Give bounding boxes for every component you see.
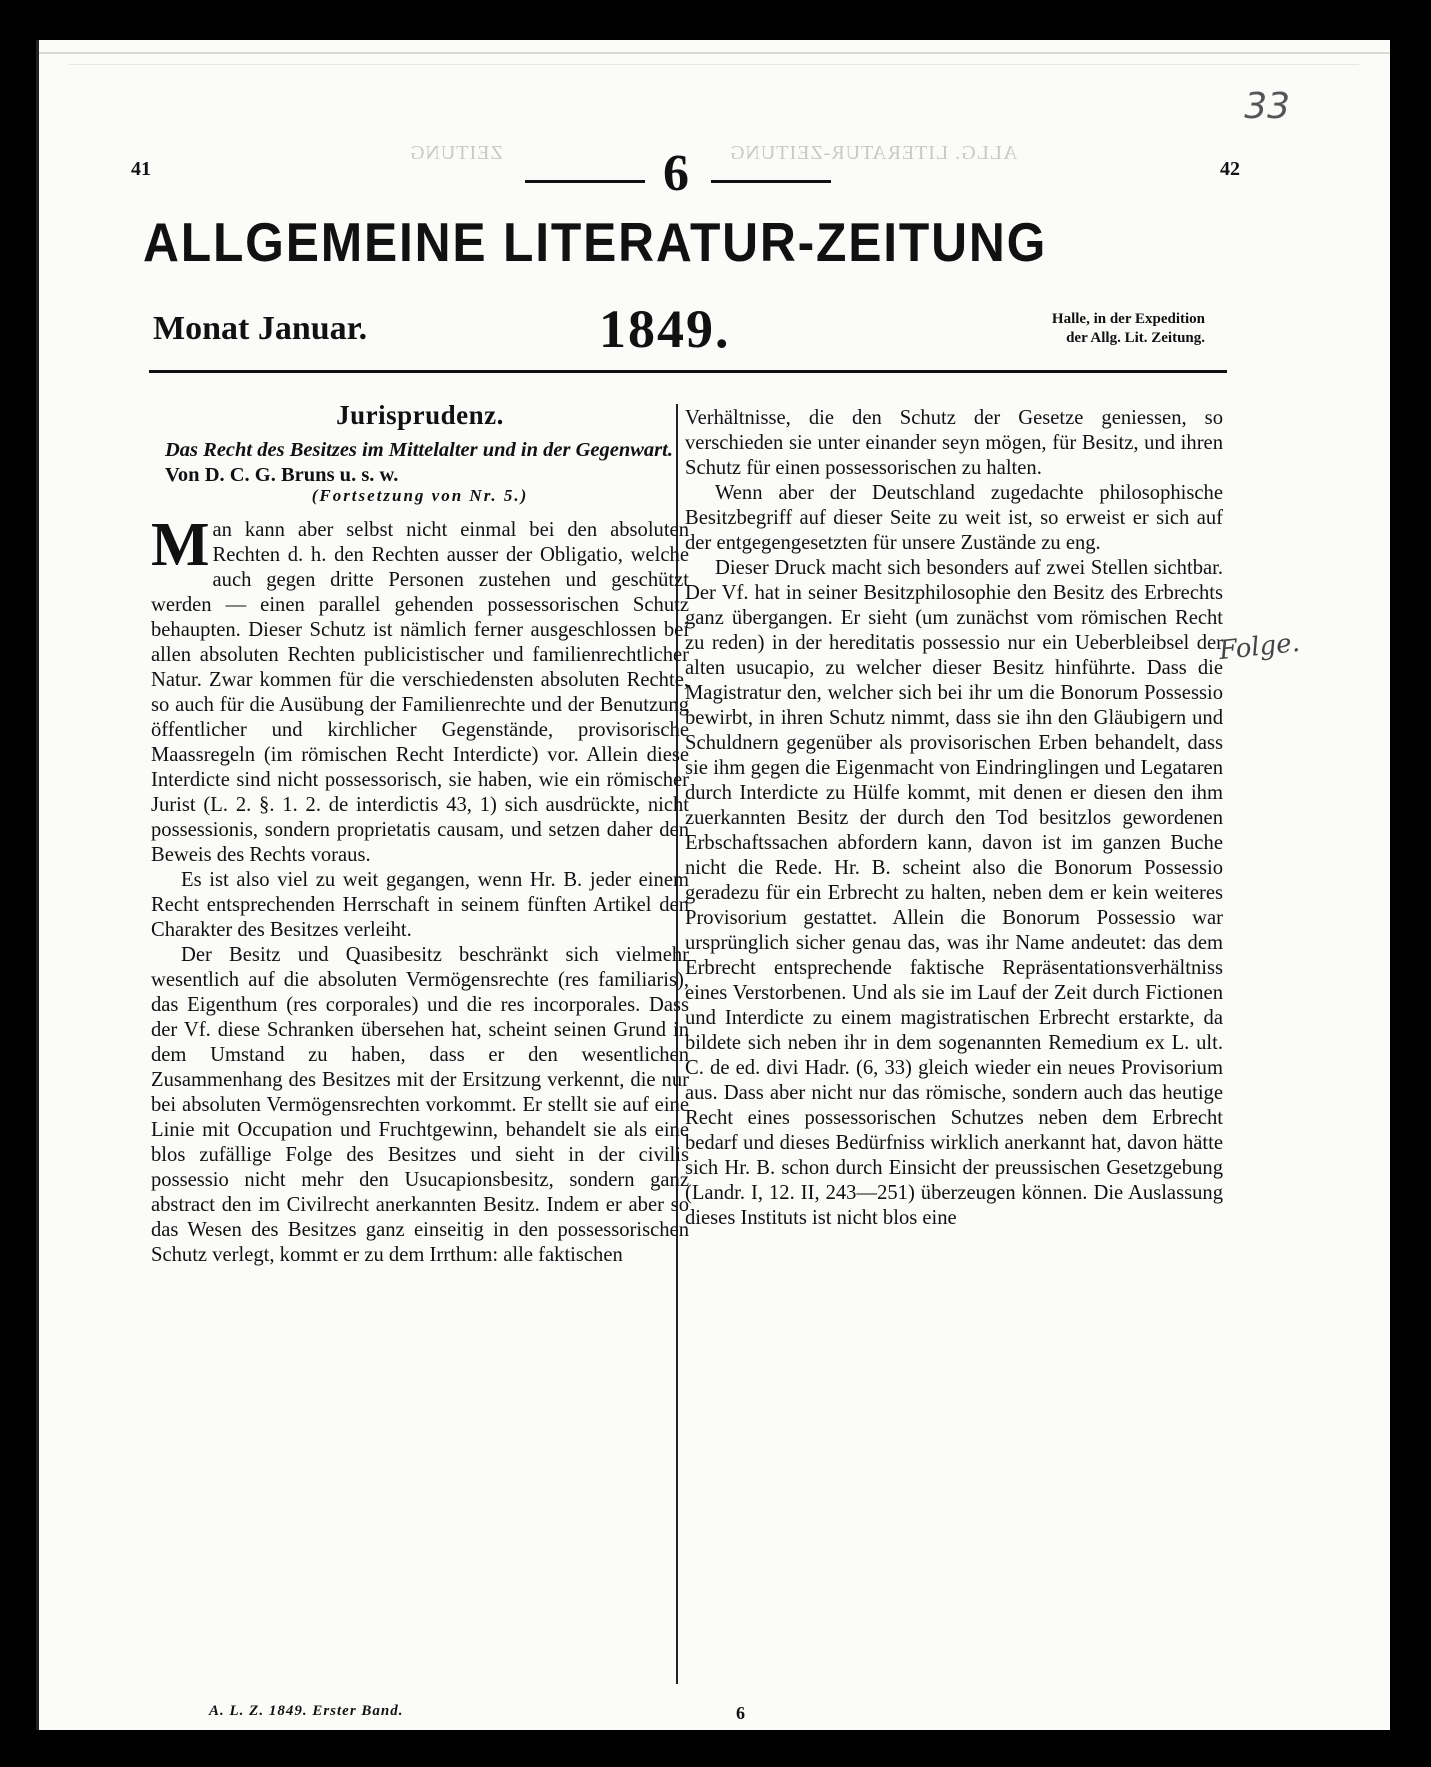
page-fold (39, 52, 1390, 54)
paragraph: Dieser Druck macht sich besonders auf zwei Stellen sichtbar. Der Vf. hat in seiner Besitzphilosophie den Besitz des Erbrechts ganz übergangen. Er sieht (um zunächst vom römischen Recht zu reden) in der hereditatis possessio nur ein Ueberbleibsel der alten usucapio, zu welcher dieser Besitz hinführte. Dass die Magistratur den, welcher sich bei ihr um die Bonorum Possessio bewirbt, in ihren Schutz nimmt, dass sie ihn den Gläubigern und Schuldnern gegenüber als provisorischen Erben behandelt, dass sie ihm gegen die Eigenmacht von Eindringlingen und Legataren durch Interdicte zu Hülfe kommt, mit denen er diesen den ihm zuerkannten Besitz der durch den Tod besitzlos gewordenen Erbschaftssachen abfordern kann, davon ist im ganzen Buche nicht die Rede. Hr. B. scheint also die Bonorum Possessio geradezu für ein Erbrecht zu halten, neben dem er kein weiteres Provisorium gestattet. Allein die Bonorum Possessio war ursprünglich sicher genau das, was ihr Name andeutet: das dem Erbrecht entsprechende faktische Repräsentationsverhältniss eines Verstorbenen. Und als sie im Lauf der Zeit durch Fictionen und Interdicte zu einem magistratischen Erbrecht erstarkte, da bildete sich neben ihr in dem sogenannten Remedium ex L. ult. C. de ed. divi Hadr. (6, 33) gleich wieder ein neues Provisorium aus. Dass aber nicht nur das römische, sondern auch das heutige Recht eines possessorischen Schutzes neben dem Erbrecht bedarf und dieses Bedürfniss wirklich anerkannt hat, davon hätte sich Hr. B. schon durch Einsicht der preussischen Gesetzgebung (Landr. I, 12. II, 243—251) überzeugen können. Die Auslassung dieses Instituts ist nicht blos eine (685, 557, 1223, 1229)
book-title-italic: Das Recht des Besitzes im Mittelalter und in der Gegenwart. (165, 439, 673, 461)
paragraph: Der Besitz und Quasibesitz beschränkt sich vielmehr wesentlich auf die absoluten Vermögensrechte (res familiaris), das Eigenthum (res corporales) und die res incorporales. Dass der Vf. diese Schranken übersehen hat, scheint seinen Grund in dem Umstand zu haben, dass er den wesentlichen Zusammenhang des Besitzes mit der Ersitzung verkennt, die nur bei absoluten Vermögensrechten vorkommt. Er stellt sie auf eine Linie mit Occupation und Fruchtgewinn, behandelt sie als eine blos zufällige Folge des Besitzes und sieht in der civilis possessio nicht mehr den Usucapionsbesitz, sondern ganz abstract den im Civilrecht anerkannten Besitz. Indem er aber so das Wesen des Besitzes ganz einseitig in den possessorischen Schutz verlegt, kommt er zu dem Irrthum: alle faktischen (151, 944, 689, 1266)
issue-rule-left (525, 180, 645, 183)
handwritten-margin-note: Folge. (1217, 627, 1302, 667)
issue-rule-right (711, 180, 831, 183)
bleed-through-text: ZEITUNG (409, 142, 503, 164)
bleed-through-text: ALLG. LITERATUR-ZEITUNG (729, 142, 1018, 164)
signature-mark: 6 (736, 1703, 745, 1723)
scanned-page (36, 40, 1390, 1730)
newspaper-title: ALLGEMEINE LITERATUR-ZEITUNG (143, 211, 1048, 273)
paragraph (151, 511, 689, 868)
issue-month: Monat Januar. (153, 310, 368, 347)
issue-year: 1849. (599, 299, 731, 359)
footer-volume-note: A. L. Z. 1849. Erster Band. (209, 1703, 404, 1719)
section-heading: Jurisprudenz. (336, 400, 504, 430)
paragraph: Wenn aber der Deutschland zugedachte philosophische Besitzbegriff auf dieser Seite zu weit ist, so erweist er sich auf der entgegengesetzten für unsere Zustände zu eng. (685, 482, 1223, 554)
archive-number: 33 (1244, 86, 1290, 127)
page-fold-secondary (69, 64, 1359, 65)
issue-number: 6 (663, 145, 689, 202)
header-rule (149, 370, 1227, 373)
left-column (151, 511, 689, 1268)
page-number-left: 41 (131, 158, 151, 180)
publisher-line: der Allg. Lit. Zeitung. (1066, 330, 1205, 346)
right-column (685, 406, 1223, 1231)
page-number-right: 42 (1220, 158, 1240, 180)
continuation-note: (Fortsetzung von Nr. 5.) (311, 486, 529, 505)
paragraph: Es ist also viel zu weit gegangen, wenn Hr. B. jeder einem Recht entsprechenden Herrschaft in seinem fünften Artikel den Charakter des Besitzes verleiht. (151, 869, 689, 941)
publisher-info (959, 310, 1205, 348)
paragraph: Verhältnisse, die den Schutz der Gesetze geniessen, so verschieden sie unter einander seyn mögen, für Besitz, und ihren Schutz für einen possessorischen zu halten. (685, 407, 1223, 479)
paragraph-text: an kann aber selbst nicht einmal bei den absoluten Rechten d. h. den Rechten ausser der Obligatio, welche auch gegen dritte Personen zustehen und geschützt werden — einen parallel gehenden possessorischen Schutz behaupten. Dieser Schutz ist nämlich ferner ausgeschlossen bei allen absoluten Rechten publicistischer und familienrechtlicher Natur. Zwar kommen für die verschiedensten absoluten Rechte, so auch für die Ausübung der Familienrechte und der Benutzung öffentlicher und kirchlicher Gegenstände, provisorische Maassregeln (im römischen Recht Interdicte) vor. Allein diese Interdicte sind nicht possessorisch, sie haben, wie ein römischer Jurist (L. 2. §. 1. 2. de interdictis 43, 1) sich ausdrückte, nicht possessionis, sondern proprietatis causam, und setzen daher den Beweis des Rechts voraus. (151, 519, 689, 866)
reviewed-book-title (165, 438, 685, 488)
publisher-line: Halle, in der Expedition (1051, 311, 1205, 327)
drop-cap: M (151, 511, 210, 579)
book-author: Von D. C. G. Bruns u. s. w. (165, 464, 399, 486)
